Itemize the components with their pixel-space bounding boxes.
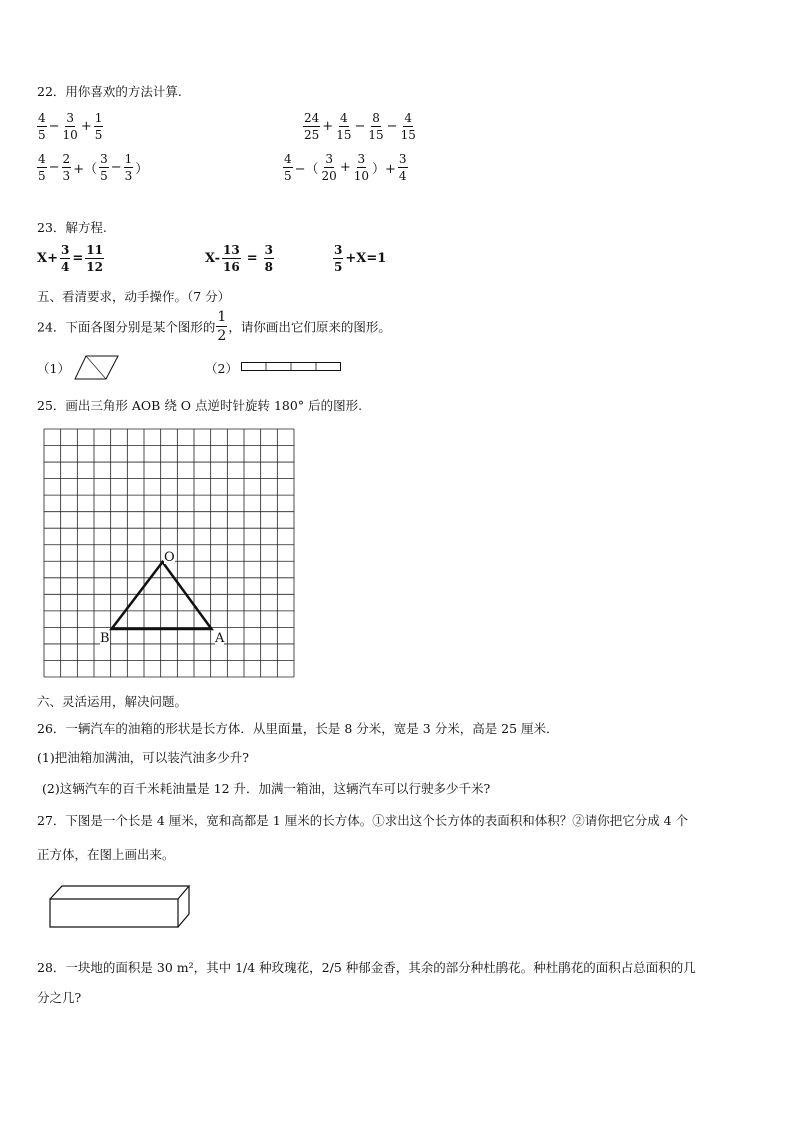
q24-label-2: （2） xyxy=(205,361,238,376)
denominator: 5 xyxy=(38,169,46,183)
fraction xyxy=(85,244,104,273)
q25-title: 25．画出三角形 AOB 绕 O 点逆时针旋转 180° 后的图形. xyxy=(37,398,363,413)
numerator: 3 xyxy=(334,243,343,257)
operator: + xyxy=(80,119,92,134)
operator: + xyxy=(322,119,334,134)
fraction xyxy=(37,112,47,141)
q28-line-2: 分之几? xyxy=(37,990,82,1005)
numerator: 3 xyxy=(264,243,273,257)
numerator: 3 xyxy=(60,243,70,257)
q22-title: 22．用你喜欢的方法计算. xyxy=(37,84,182,99)
fraction xyxy=(62,153,72,182)
equation-prefix: X- xyxy=(205,251,221,266)
q26-part-2: (2)这辆汽车的百千米耗油量是 12 升．加满一箱油，这辆汽车可以行驶多少千米? xyxy=(42,781,491,796)
fraction xyxy=(333,244,343,273)
q27-line-1: 27．下图是一个长是 4 厘米，宽和高都是 1 厘米的长方体。①求出这个长方体的表面积和体积？②请你把它分成 4 个 xyxy=(37,813,689,828)
triangle-aob xyxy=(112,562,212,629)
strip-rectangle-figure xyxy=(241,362,343,372)
equals-sign: = xyxy=(72,251,84,266)
fraction xyxy=(37,153,47,182)
q23-eq2 xyxy=(204,244,275,273)
numerator: 4 xyxy=(38,152,46,166)
fraction xyxy=(124,153,134,182)
equals-sign: = xyxy=(246,251,258,266)
denominator: 5 xyxy=(100,169,108,183)
q22-expr-d xyxy=(282,153,409,182)
numerator: 4 xyxy=(340,111,348,125)
fraction xyxy=(353,153,370,182)
denominator: 5 xyxy=(284,169,292,183)
numerator: 8 xyxy=(372,111,380,125)
q24-text-before: 24．下面各图分别是某个图形的 xyxy=(37,319,216,335)
q27-line-2: 正方体，在图上画出来。 xyxy=(37,847,175,862)
denominator: 5 xyxy=(94,128,103,142)
q24-text xyxy=(37,310,391,343)
numerator: 4 xyxy=(404,111,413,125)
point-b-label: B xyxy=(100,631,110,646)
operator: ）+ xyxy=(372,162,396,177)
numerator: 1 xyxy=(124,152,133,166)
operator: −（ xyxy=(294,162,319,177)
numerator: 2 xyxy=(62,152,71,166)
numerator: 3 xyxy=(100,152,108,166)
fraction-one-half xyxy=(216,310,227,343)
numerator: 3 xyxy=(66,111,74,125)
equation-prefix: X+ xyxy=(37,251,58,266)
operator: − xyxy=(354,119,366,134)
numerator: 4 xyxy=(38,111,46,125)
numerator: 1 xyxy=(94,111,103,125)
denominator: 25 xyxy=(304,128,320,142)
denominator: 8 xyxy=(264,260,273,274)
numerator: 3 xyxy=(325,152,333,166)
fraction xyxy=(400,112,417,141)
denominator: 16 xyxy=(223,260,240,274)
numerator: 4 xyxy=(284,152,292,166)
denominator: 15 xyxy=(336,128,352,142)
point-o-label: O xyxy=(164,550,175,565)
numerator: 13 xyxy=(223,243,240,257)
fraction xyxy=(264,244,274,273)
fraction xyxy=(94,112,104,141)
denominator: 4 xyxy=(398,169,407,183)
operator: − xyxy=(48,160,60,175)
q24-text-after: ，请你画出它们原来的图形。 xyxy=(228,319,391,335)
denominator: 12 xyxy=(86,260,103,274)
operator: ） xyxy=(135,162,149,177)
denominator: 4 xyxy=(60,260,70,274)
denominator: 10 xyxy=(62,128,78,142)
section-six-heading: 六、灵活运用，解决问题。 xyxy=(37,694,188,709)
denominator: 3 xyxy=(124,169,133,183)
denominator: 15 xyxy=(368,128,384,142)
q24-label-1: （1） xyxy=(37,361,70,376)
point-a-label: A xyxy=(215,631,225,646)
fraction xyxy=(303,112,320,141)
fraction xyxy=(321,153,338,182)
fraction xyxy=(60,244,70,273)
denominator: 15 xyxy=(400,128,416,142)
denominator: 20 xyxy=(321,169,337,183)
numerator: 1 xyxy=(217,309,227,325)
parallelogram-figure xyxy=(74,355,120,381)
operator: + xyxy=(339,160,351,175)
numerator: 3 xyxy=(398,152,407,166)
q28-line-1: 28．一块地的面积是 30 m²，其中 1/4 种玫瑰花，2/5 种郁金香，其余的部分种杜鹃花。种杜鹃花的面积占总面积的几 xyxy=(37,960,696,975)
q26-title: 26．一辆汽车的油箱的形状是长方体．从里面量，长是 8 分米，宽是 3 分米，高是 25 厘米． xyxy=(37,721,559,736)
section-five-heading: 五、看清要求，动手操作。（7 分） xyxy=(37,289,231,304)
operator: − xyxy=(386,119,398,134)
q22-expr-a xyxy=(36,112,104,141)
operator: +（ xyxy=(73,162,98,177)
fraction xyxy=(367,112,384,141)
fraction xyxy=(99,153,109,182)
q22-expr-b xyxy=(302,112,418,141)
q23-eq1 xyxy=(36,244,105,273)
operator: − xyxy=(48,119,60,134)
numerator: 3 xyxy=(357,152,366,166)
numerator: 24 xyxy=(304,111,320,125)
fraction xyxy=(222,244,241,273)
fraction xyxy=(335,112,352,141)
denominator: 5 xyxy=(334,260,343,274)
operator: − xyxy=(110,160,122,175)
denominator: 3 xyxy=(62,169,71,183)
numerator: 11 xyxy=(86,243,103,257)
fraction xyxy=(398,153,408,182)
equation-suffix: +X=1 xyxy=(345,251,387,266)
q23-title: 23．解方程. xyxy=(37,220,107,235)
q23-eq3 xyxy=(332,244,387,273)
q26-part-1: (1)把油箱加满油，可以装汽油多少升? xyxy=(37,750,249,765)
denominator: 5 xyxy=(38,128,46,142)
fraction xyxy=(62,112,79,141)
q22-expr-c xyxy=(36,153,149,182)
denominator: 2 xyxy=(217,328,227,344)
denominator: 10 xyxy=(353,169,370,183)
fraction xyxy=(283,153,293,182)
cuboid-figure xyxy=(48,880,192,930)
